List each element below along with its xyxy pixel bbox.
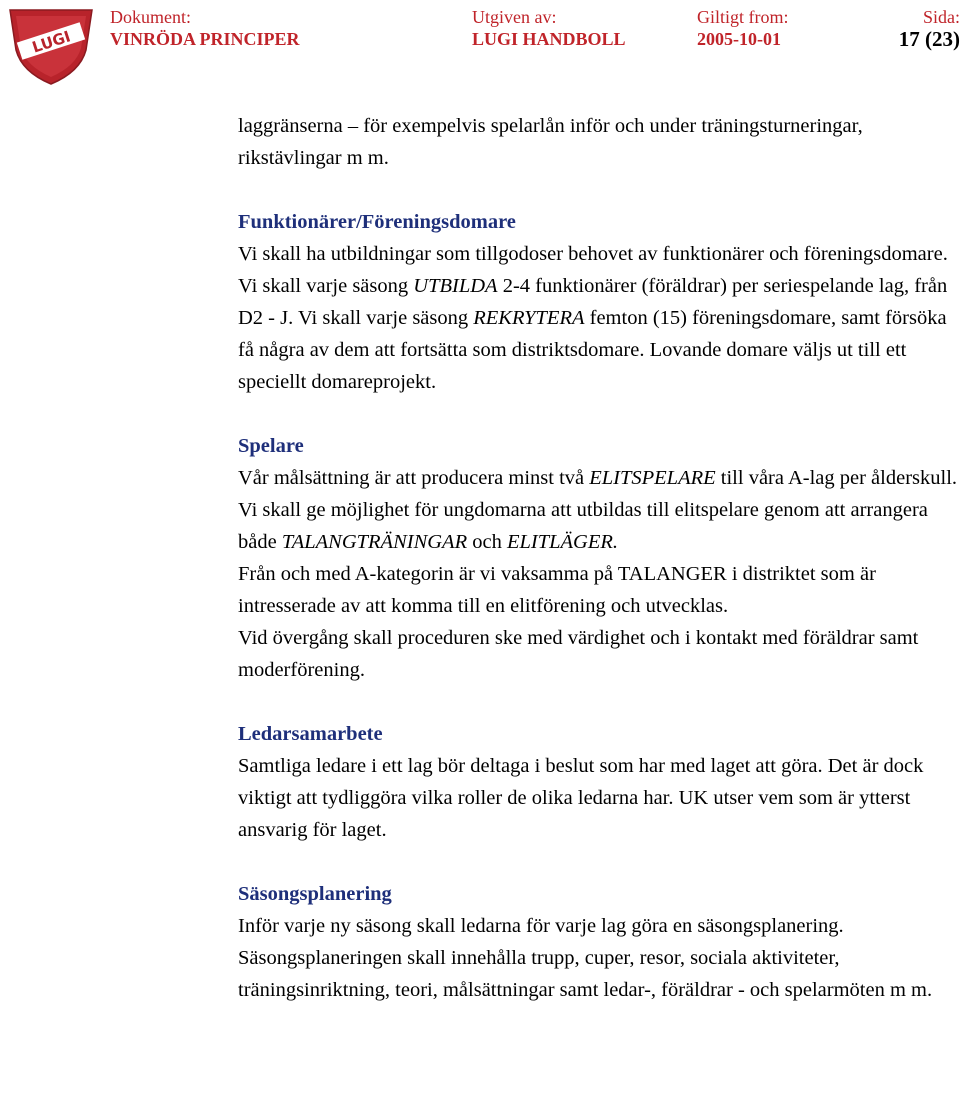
header-valid-from — [697, 6, 789, 50]
season-paragraph: Inför varje ny säsong skall ledarna för varje lag göra en säsongsplanering. Säsongsplaneringen skall innehålla trupp, cuper, resor, sociala aktiviteter, träningsinriktning, teori, målsättningar samt ledar-, föräldrar - och spelarmöten m m. — [238, 915, 933, 1001]
players-paragraph-1 — [238, 462, 958, 558]
club-logo — [4, 2, 98, 86]
document-body — [238, 110, 958, 1006]
header-page — [860, 6, 960, 50]
functionaries-emphasis-rekrytera: REKRYTERA — [473, 307, 585, 329]
intro-line-1: laggränserna – för exempelvis spelarlån inför och under träningsturneringar, — [238, 115, 863, 137]
intro-line-2: rikstävlingar m m. — [238, 147, 389, 169]
valid-label: Giltigt from: — [697, 7, 789, 27]
header-document — [110, 6, 300, 50]
intro-paragraph — [238, 110, 958, 174]
header-published — [472, 6, 626, 50]
logo-text: LUGI — [29, 27, 73, 57]
page-number: 17 (23) — [898, 27, 960, 51]
document-value: VINRÖDA PRINCIPER — [110, 29, 300, 49]
functionaries-text-c: femton (15) föreningsdomare, samt försöka få några av dem att fortsätta som distriktsdomare. Lovande domare väljs ut till ett speciellt domareprojekt. — [238, 307, 947, 393]
players-text-a: Vår målsättning är att producera minst två — [238, 467, 590, 489]
players-paragraph-3: Vid övergång skall proceduren ske med värdighet och i kontakt med föräldrar samt moderförening. — [238, 627, 919, 681]
valid-value: 2005-10-01 — [697, 29, 781, 49]
players-heading: Spelare — [238, 435, 304, 457]
players-paragraph-2: Från och med A-kategorin är vi vaksamma på TALANGER i distriktet som är intresserade av att komma till en elitförening och utvecklas. — [238, 563, 876, 617]
players-emphasis-elitlager: ELITLÄGER. — [506, 531, 619, 553]
players-emphasis-elitspelare: ELITSPELARE — [589, 467, 716, 489]
players-text-b: till våra A-lag per ålderskull. Vi skall ge möjlighet för ungdomarna att utbildas till elitspelare genom att arrangera både — [238, 467, 958, 553]
functionaries-heading: Funktionärer/Föreningsdomare — [238, 211, 516, 233]
season-heading: Säsongsplanering — [238, 883, 392, 905]
functionaries-text-b: 2-4 funktionärer (föräldrar) per seriespelande lag, från D2 - J. Vi skall varje säsong — [238, 275, 948, 329]
functionaries-text-a: Vi skall ha utbildningar som tillgodoser behovet av funktionärer och föreningsdomare. Vi skall varje säsong — [238, 243, 948, 297]
players-emphasis-talangtraningar: TALANGTRÄNINGAR — [281, 531, 468, 553]
functionaries-paragraph — [238, 238, 958, 398]
leaders-paragraph: Samtliga ledare i ett lag bör deltaga i beslut som har med laget att göra. Det är dock viktigt att tydliggöra vilka roller de olika ledarna har. UK utser vem som är ytterst ansvarig för laget. — [238, 755, 924, 841]
leaders-heading: Ledarsamarbete — [238, 723, 383, 745]
functionaries-emphasis-utbilda: UTBILDA — [413, 275, 498, 297]
document-label: Dokument: — [110, 7, 191, 27]
players-text-c: och — [467, 531, 507, 553]
published-value: LUGI HANDBOLL — [472, 29, 626, 49]
published-label: Utgiven av: — [472, 7, 557, 27]
page-label: Sida: — [922, 7, 960, 27]
